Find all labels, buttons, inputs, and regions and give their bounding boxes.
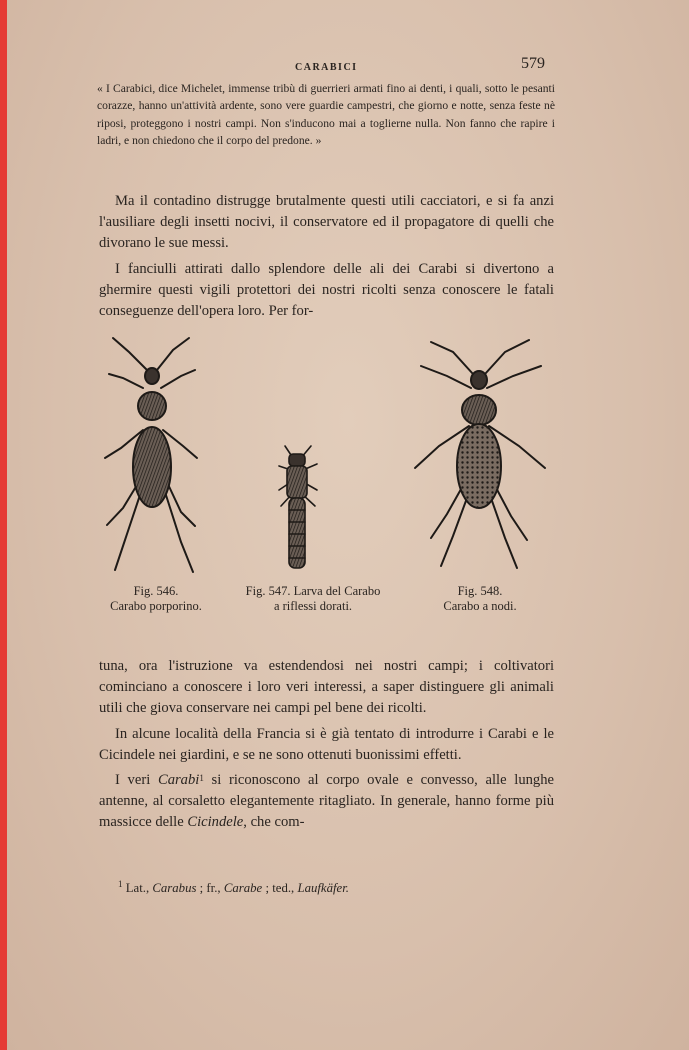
paragraph-carabi-text: si riconoscono al corpo ovale e convesso, alle lunghe antenne, al corsaletto elegantemente ritagliato. In generale, hanno forme più massicce delle <box>99 772 554 831</box>
paragraph: tuna, ora l'istruzione va estendendosi nei nostri campi; i coltivatori cominciano a conoscere i loro veri interessi, a saper distinguere gli animali utili che giova conservare nei campi pel bene dei ricolti. <box>99 658 554 717</box>
red-page-edge <box>0 0 7 1050</box>
figure-547-larva <box>279 446 317 568</box>
paragraph: I fanciulli attirati dallo splendore delle ali dei Carabi si divertono a ghermire questi vigili protettori dei nostri ricolti senza conoscere le fatali conseguenze dell'opera loro. Per for- <box>99 260 554 320</box>
figure-548-caption <box>420 584 540 614</box>
figure-548-title: Carabo a nodi. <box>443 599 517 613</box>
body-text-top <box>99 191 554 322</box>
body-text-bottom <box>99 656 554 834</box>
footnote-fr-label: ; fr., <box>199 881 221 895</box>
figure-547-caption <box>224 584 402 614</box>
term-cicindele: Cicindele <box>187 814 244 831</box>
figure-546-beetle <box>105 338 197 572</box>
footnote-lat-label: Lat., <box>125 881 150 895</box>
figure-546-caption <box>96 584 216 614</box>
figure-547-number: Fig. 547. Larva del Carabo <box>245 584 381 598</box>
footnote-reference: 1 <box>199 773 204 784</box>
figure-546-title: Carabo porporino. <box>110 599 202 613</box>
paragraph-carabi-lead: I veri <box>115 772 151 789</box>
figure-546-number: Fig. 546. <box>133 584 179 598</box>
footnote-lat-name: Carabus <box>152 881 197 895</box>
footnote-de-label: ; ted., <box>265 881 295 895</box>
figure-547-title: a riflessi dorati. <box>273 599 353 613</box>
paragraph: Ma il contadino distrugge brutalmente questi utili cacciatori, e si fa anzi l'ausiliare degli insetti nocivi, il conservatore ed il propagatore di quelli che divorano le sue messi. <box>99 193 554 252</box>
beetle-figures <box>85 330 565 580</box>
footnote-de-name: Laufkäfer. <box>297 881 349 895</box>
footnote <box>118 881 349 896</box>
footnote-fr-name: Carabe <box>223 881 263 895</box>
footnote-mark: 1 <box>118 879 123 889</box>
figure-548-beetle <box>415 340 545 568</box>
page-number: 579 <box>521 55 545 72</box>
figure-548-number: Fig. 548. <box>457 584 503 598</box>
michelet-quote: « I Carabici, dice Michelet, immense tribù di guerrieri armati fino ai denti, i quali, sotto le pesanti corazze, hanno un'attività ardente, sono vere guardie campestri, che giorno e notte, senza feste nè riposi, proteggono i nostri campi. Non s'inducono mai a toglierne nulla. Non fanno che rapire i ladri, e non chiedono che il corpo del predone. » <box>97 82 555 148</box>
paragraph: In alcune località della Francia si è già tentato di introdurre i Carabi e le Cicindele nei giardini, e se ne sono ottenuti buonissimi effetti. <box>99 725 554 763</box>
term-carabi: Carabi <box>157 772 200 789</box>
running-title: CARABICI <box>295 62 358 73</box>
paragraph-carabi <box>99 770 554 834</box>
paragraph-carabi-end: , che com- <box>243 814 305 831</box>
